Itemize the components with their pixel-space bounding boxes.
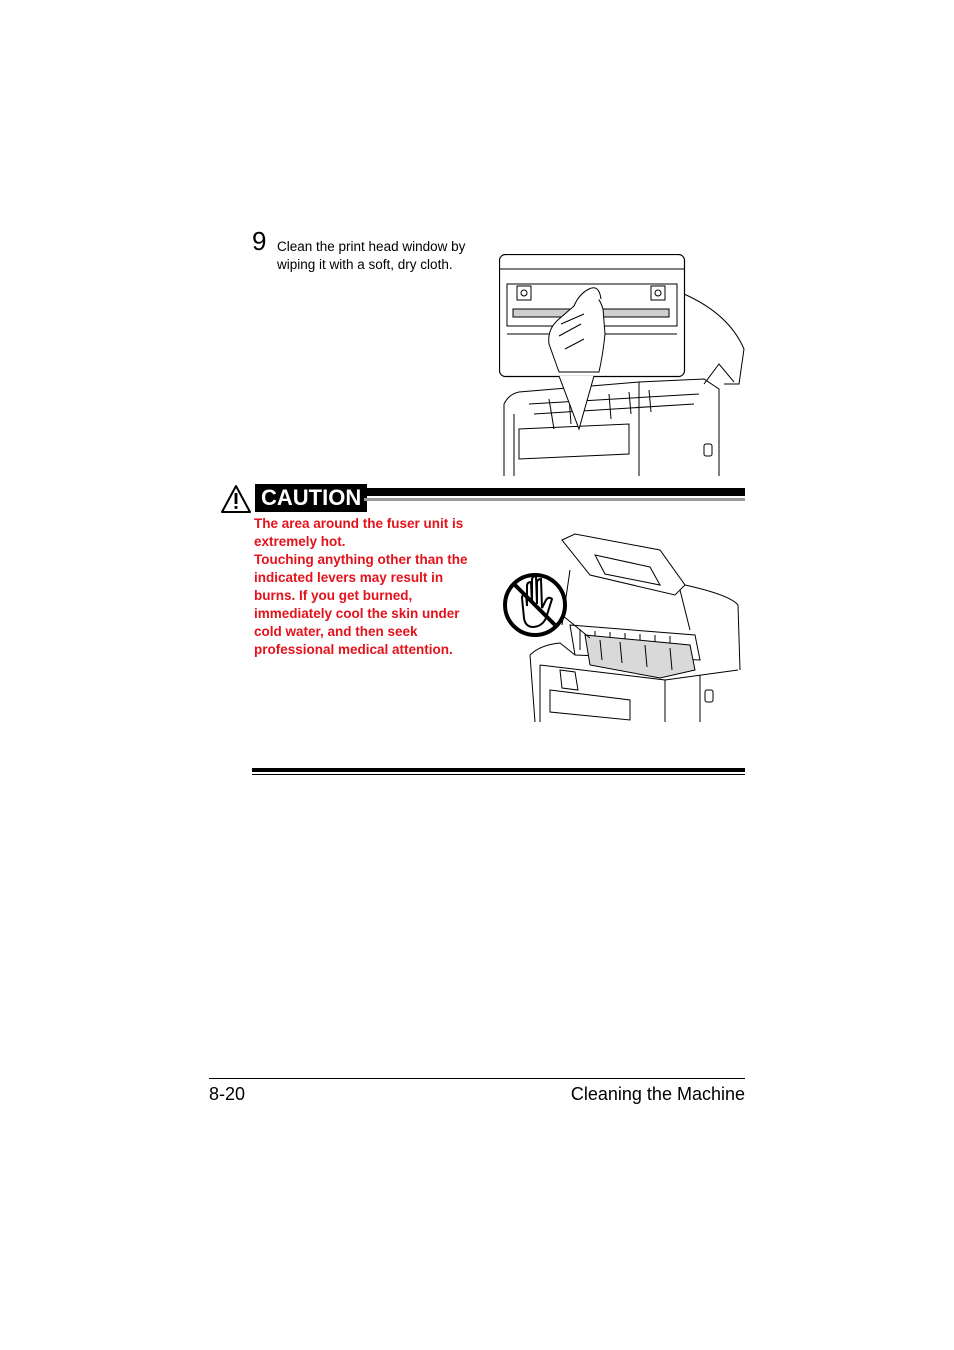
no-touch-hand-icon (505, 575, 565, 635)
step-instruction: Clean the print head window by wiping it with a soft, dry cloth. (277, 239, 466, 272)
caution-rule-shadow (364, 498, 745, 501)
print-head-cleaning-illustration (499, 254, 747, 476)
step-number: 9 (252, 226, 267, 256)
section-title: Cleaning the Machine (570, 1084, 745, 1104)
caution-paragraph-1: The area around the fuser unit is extremely hot. (254, 516, 464, 549)
section-end-rule-thin (252, 774, 745, 775)
caution-paragraph-2: Touching anything other than the indicated levers may result in burns. If you get burned, immediately cool the skin under cold water, and then seek professional medical attention. (254, 552, 468, 657)
warning-triangle-icon (220, 484, 252, 514)
section-end-rule (252, 768, 745, 772)
footer-rule (209, 1078, 745, 1079)
caution-label: CAUTION (255, 484, 370, 512)
page-number: 8-20 (209, 1084, 246, 1104)
fuser-unit-illustration (500, 530, 745, 722)
caution-text (254, 515, 486, 659)
caution-rule (364, 488, 745, 496)
